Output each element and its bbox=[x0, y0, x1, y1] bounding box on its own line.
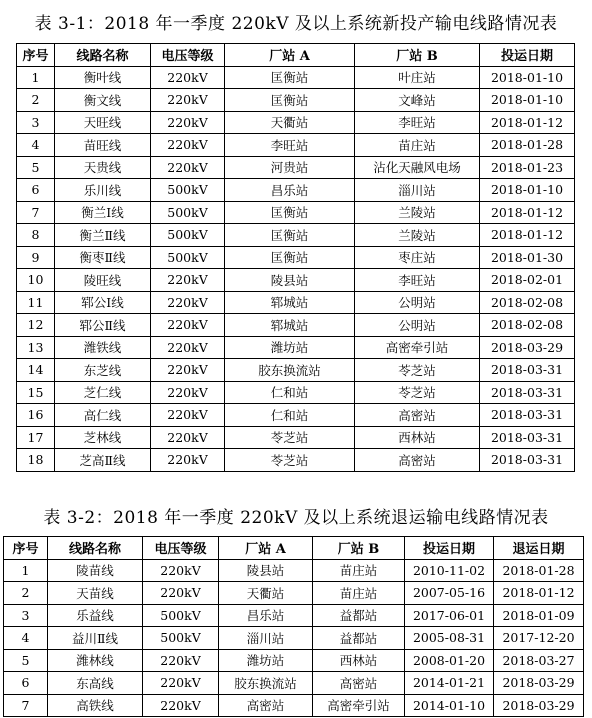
table-cell: 220kV bbox=[151, 291, 225, 314]
table-cell: 高密牵引站 bbox=[313, 694, 405, 717]
table-row bbox=[17, 426, 575, 449]
table-cell: 220kV bbox=[143, 649, 219, 672]
table-row bbox=[4, 649, 584, 672]
table-cell: 衡叶线 bbox=[55, 66, 151, 89]
table-cell: 李旺站 bbox=[355, 111, 480, 134]
table-row bbox=[4, 672, 584, 695]
table-cell: 2018-01-10 bbox=[480, 89, 575, 112]
table-cell: 郓城站 bbox=[225, 291, 355, 314]
table-cell: 2018-03-29 bbox=[494, 694, 584, 717]
table-cell: 2018-01-12 bbox=[480, 111, 575, 134]
table-cell: 500kV bbox=[143, 627, 219, 650]
table-cell: 2017-12-20 bbox=[494, 627, 584, 650]
table-cell: 2018-01-30 bbox=[480, 246, 575, 269]
table-cell: 2018-03-29 bbox=[494, 672, 584, 695]
column-header: 电压等级 bbox=[151, 44, 225, 67]
table-cell: 沾化天融风电场 bbox=[355, 156, 480, 179]
table-cell: 仁和站 bbox=[225, 381, 355, 404]
table-cell: 高仁线 bbox=[55, 404, 151, 427]
table-cell: 仁和站 bbox=[225, 404, 355, 427]
table2-header-row bbox=[4, 537, 584, 560]
table-row bbox=[17, 134, 575, 157]
table-cell: 220kV bbox=[143, 582, 219, 605]
table-cell: 13 bbox=[17, 336, 55, 359]
table-cell: 苓芝站 bbox=[225, 449, 355, 472]
table-row bbox=[17, 89, 575, 112]
table-cell: 潍林线 bbox=[48, 649, 143, 672]
table-cell: 4 bbox=[17, 134, 55, 157]
table-cell: 10 bbox=[17, 269, 55, 292]
table-cell: 李旺站 bbox=[355, 269, 480, 292]
new-lines-table bbox=[16, 43, 575, 472]
table-cell: 220kV bbox=[143, 672, 219, 695]
table-row bbox=[17, 359, 575, 382]
table-row bbox=[4, 582, 584, 605]
table-cell: 高铁线 bbox=[48, 694, 143, 717]
table-cell: 2018-01-28 bbox=[494, 559, 584, 582]
table-cell: 9 bbox=[17, 246, 55, 269]
column-header: 退运日期 bbox=[494, 537, 584, 560]
table-cell: 芝高Ⅱ线 bbox=[55, 449, 151, 472]
table-cell: 7 bbox=[4, 694, 48, 717]
table-cell: 益川Ⅱ线 bbox=[48, 627, 143, 650]
table-cell: 公明站 bbox=[355, 314, 480, 337]
column-header: 投运日期 bbox=[480, 44, 575, 67]
table-cell: 高密站 bbox=[219, 694, 313, 717]
table-cell: 7 bbox=[17, 201, 55, 224]
table1-title: 表 3-1：2018 年一季度 220kV 及以上系统新投产输电线路情况表 bbox=[34, 14, 558, 34]
table-row bbox=[17, 201, 575, 224]
table-cell: 匡衡站 bbox=[225, 89, 355, 112]
table-cell: 昌乐站 bbox=[219, 604, 313, 627]
table-cell: 高密站 bbox=[355, 404, 480, 427]
table-cell: 18 bbox=[17, 449, 55, 472]
table-cell: 220kV bbox=[151, 89, 225, 112]
table-cell: 东芝线 bbox=[55, 359, 151, 382]
table-cell: 2018-02-08 bbox=[480, 314, 575, 337]
table-cell: 15 bbox=[17, 381, 55, 404]
column-header: 厂站 B bbox=[355, 44, 480, 67]
table-cell: 陵旺线 bbox=[55, 269, 151, 292]
table-row bbox=[17, 111, 575, 134]
column-header: 厂站 A bbox=[219, 537, 313, 560]
table-cell: 3 bbox=[17, 111, 55, 134]
table-cell: 潍坊站 bbox=[219, 649, 313, 672]
table-cell: 2005-08-31 bbox=[405, 627, 494, 650]
table-cell: 昌乐站 bbox=[225, 179, 355, 202]
table-row bbox=[17, 156, 575, 179]
table-cell: 220kV bbox=[151, 404, 225, 427]
table-cell: 苓芝站 bbox=[355, 381, 480, 404]
table-cell: 2018-03-31 bbox=[480, 359, 575, 382]
table-cell: 衡文线 bbox=[55, 89, 151, 112]
table-cell: 匡衡站 bbox=[225, 246, 355, 269]
table-cell: 苓芝站 bbox=[225, 426, 355, 449]
table-cell: 苗庄站 bbox=[313, 582, 405, 605]
table-cell: 5 bbox=[17, 156, 55, 179]
table-cell: 16 bbox=[17, 404, 55, 427]
table-cell: 郓公Ⅰ线 bbox=[55, 291, 151, 314]
table-cell: 乐益线 bbox=[48, 604, 143, 627]
table-cell: 芝仁线 bbox=[55, 381, 151, 404]
table-cell: 胶东换流站 bbox=[219, 672, 313, 695]
table-row bbox=[17, 291, 575, 314]
table-cell: 2018-01-23 bbox=[480, 156, 575, 179]
table-cell: 2017-06-01 bbox=[405, 604, 494, 627]
table-cell: 11 bbox=[17, 291, 55, 314]
table-cell: 2008-01-20 bbox=[405, 649, 494, 672]
table-row bbox=[4, 559, 584, 582]
table-cell: 西林站 bbox=[313, 649, 405, 672]
table-cell: 天衢站 bbox=[225, 111, 355, 134]
table-cell: 2007-05-16 bbox=[405, 582, 494, 605]
table-cell: 兰陵站 bbox=[355, 201, 480, 224]
table-cell: 天旺线 bbox=[55, 111, 151, 134]
table-cell: 枣庄站 bbox=[355, 246, 480, 269]
table-cell: 2018-01-10 bbox=[480, 66, 575, 89]
table-cell: 14 bbox=[17, 359, 55, 382]
table-cell: 220kV bbox=[151, 426, 225, 449]
table-cell: 2018-01-12 bbox=[494, 582, 584, 605]
table-cell: 2018-01-12 bbox=[480, 224, 575, 247]
table-cell: 2 bbox=[17, 89, 55, 112]
table-cell: 潍铁线 bbox=[55, 336, 151, 359]
table-row bbox=[17, 269, 575, 292]
table-cell: 2018-03-29 bbox=[480, 336, 575, 359]
table-cell: 220kV bbox=[151, 381, 225, 404]
table-cell: 2014-01-10 bbox=[405, 694, 494, 717]
table-cell: 3 bbox=[4, 604, 48, 627]
table-cell: 河贵站 bbox=[225, 156, 355, 179]
table-cell: 淄川站 bbox=[355, 179, 480, 202]
table-cell: 220kV bbox=[151, 111, 225, 134]
table-cell: 匡衡站 bbox=[225, 201, 355, 224]
table-cell: 苓芝站 bbox=[355, 359, 480, 382]
table-cell: 2018-03-31 bbox=[480, 426, 575, 449]
table-cell: 匡衡站 bbox=[225, 66, 355, 89]
table2-title: 表 3-2：2018 年一季度 220kV 及以上系统退运输电线路情况表 bbox=[43, 508, 549, 528]
table-cell: 东高线 bbox=[48, 672, 143, 695]
column-header: 厂站 A bbox=[225, 44, 355, 67]
column-header: 电压等级 bbox=[143, 537, 219, 560]
table-cell: 衡兰Ⅰ线 bbox=[55, 201, 151, 224]
table-cell: 500kV bbox=[151, 246, 225, 269]
table-cell: 220kV bbox=[151, 66, 225, 89]
column-header: 线路名称 bbox=[48, 537, 143, 560]
table-cell: 高密牵引站 bbox=[355, 336, 480, 359]
table-cell: 12 bbox=[17, 314, 55, 337]
table-cell: 500kV bbox=[143, 604, 219, 627]
table-row bbox=[17, 314, 575, 337]
table-cell: 芝林线 bbox=[55, 426, 151, 449]
table-cell: 李旺站 bbox=[225, 134, 355, 157]
table-cell: 8 bbox=[17, 224, 55, 247]
table-cell: 2018-02-08 bbox=[480, 291, 575, 314]
table-cell: 17 bbox=[17, 426, 55, 449]
table-cell: 郓城站 bbox=[225, 314, 355, 337]
table-cell: 6 bbox=[17, 179, 55, 202]
table-cell: 陵县站 bbox=[219, 559, 313, 582]
table-cell: 西林站 bbox=[355, 426, 480, 449]
table-cell: 2018-01-12 bbox=[480, 201, 575, 224]
column-header: 序号 bbox=[4, 537, 48, 560]
table-cell: 益都站 bbox=[313, 604, 405, 627]
table-cell: 2018-03-31 bbox=[480, 381, 575, 404]
table-cell: 220kV bbox=[151, 269, 225, 292]
table-cell: 220kV bbox=[151, 359, 225, 382]
table-cell: 5 bbox=[4, 649, 48, 672]
table-cell: 公明站 bbox=[355, 291, 480, 314]
table-cell: 2018-01-28 bbox=[480, 134, 575, 157]
table-row bbox=[17, 246, 575, 269]
table-cell: 陵县站 bbox=[225, 269, 355, 292]
table-cell: 2018-01-10 bbox=[480, 179, 575, 202]
table-cell: 220kV bbox=[151, 336, 225, 359]
table-cell: 苗庄站 bbox=[355, 134, 480, 157]
table-cell: 天衢站 bbox=[219, 582, 313, 605]
table-cell: 郓公Ⅱ线 bbox=[55, 314, 151, 337]
table-cell: 220kV bbox=[151, 314, 225, 337]
table-cell: 淄川站 bbox=[219, 627, 313, 650]
table-cell: 文峰站 bbox=[355, 89, 480, 112]
table-cell: 苗旺线 bbox=[55, 134, 151, 157]
table-cell: 叶庄站 bbox=[355, 66, 480, 89]
table-cell: 胶东换流站 bbox=[225, 359, 355, 382]
table-cell: 220kV bbox=[143, 559, 219, 582]
table-cell: 220kV bbox=[143, 694, 219, 717]
table-cell: 益都站 bbox=[313, 627, 405, 650]
table-cell: 陵苗线 bbox=[48, 559, 143, 582]
table-cell: 2018-03-27 bbox=[494, 649, 584, 672]
table-cell: 2018-03-31 bbox=[480, 449, 575, 472]
table-cell: 天苗线 bbox=[48, 582, 143, 605]
table-cell: 6 bbox=[4, 672, 48, 695]
table-cell: 衡枣Ⅱ线 bbox=[55, 246, 151, 269]
table-cell: 2 bbox=[4, 582, 48, 605]
table-cell: 500kV bbox=[151, 179, 225, 202]
table-cell: 2014-01-21 bbox=[405, 672, 494, 695]
table-row bbox=[17, 66, 575, 89]
table-row bbox=[17, 336, 575, 359]
table-cell: 高密站 bbox=[313, 672, 405, 695]
table-cell: 500kV bbox=[151, 224, 225, 247]
table-cell: 220kV bbox=[151, 134, 225, 157]
table-cell: 220kV bbox=[151, 449, 225, 472]
table-cell: 潍坊站 bbox=[225, 336, 355, 359]
table-cell: 衡兰Ⅱ线 bbox=[55, 224, 151, 247]
table-cell: 兰陵站 bbox=[355, 224, 480, 247]
table-cell: 2018-03-31 bbox=[480, 404, 575, 427]
column-header: 投运日期 bbox=[405, 537, 494, 560]
table-cell: 匡衡站 bbox=[225, 224, 355, 247]
table-cell: 乐川线 bbox=[55, 179, 151, 202]
column-header: 序号 bbox=[17, 44, 55, 67]
table-cell: 220kV bbox=[151, 156, 225, 179]
table-row bbox=[4, 627, 584, 650]
table-row bbox=[17, 381, 575, 404]
table-row bbox=[4, 604, 584, 627]
table-cell: 500kV bbox=[151, 201, 225, 224]
table-cell: 4 bbox=[4, 627, 48, 650]
table1-header-row bbox=[17, 44, 575, 67]
table-row bbox=[17, 179, 575, 202]
table-row bbox=[4, 694, 584, 717]
table-row bbox=[17, 449, 575, 472]
table-row bbox=[17, 224, 575, 247]
retired-lines-table bbox=[3, 536, 584, 717]
table-cell: 2010-11-02 bbox=[405, 559, 494, 582]
table-cell: 1 bbox=[4, 559, 48, 582]
table-cell: 1 bbox=[17, 66, 55, 89]
column-header: 线路名称 bbox=[55, 44, 151, 67]
table-cell: 2018-01-09 bbox=[494, 604, 584, 627]
table-cell: 高密站 bbox=[355, 449, 480, 472]
table-cell: 苗庄站 bbox=[313, 559, 405, 582]
table-row bbox=[17, 404, 575, 427]
table-cell: 天贵线 bbox=[55, 156, 151, 179]
table-cell: 2018-02-01 bbox=[480, 269, 575, 292]
column-header: 厂站 B bbox=[313, 537, 405, 560]
